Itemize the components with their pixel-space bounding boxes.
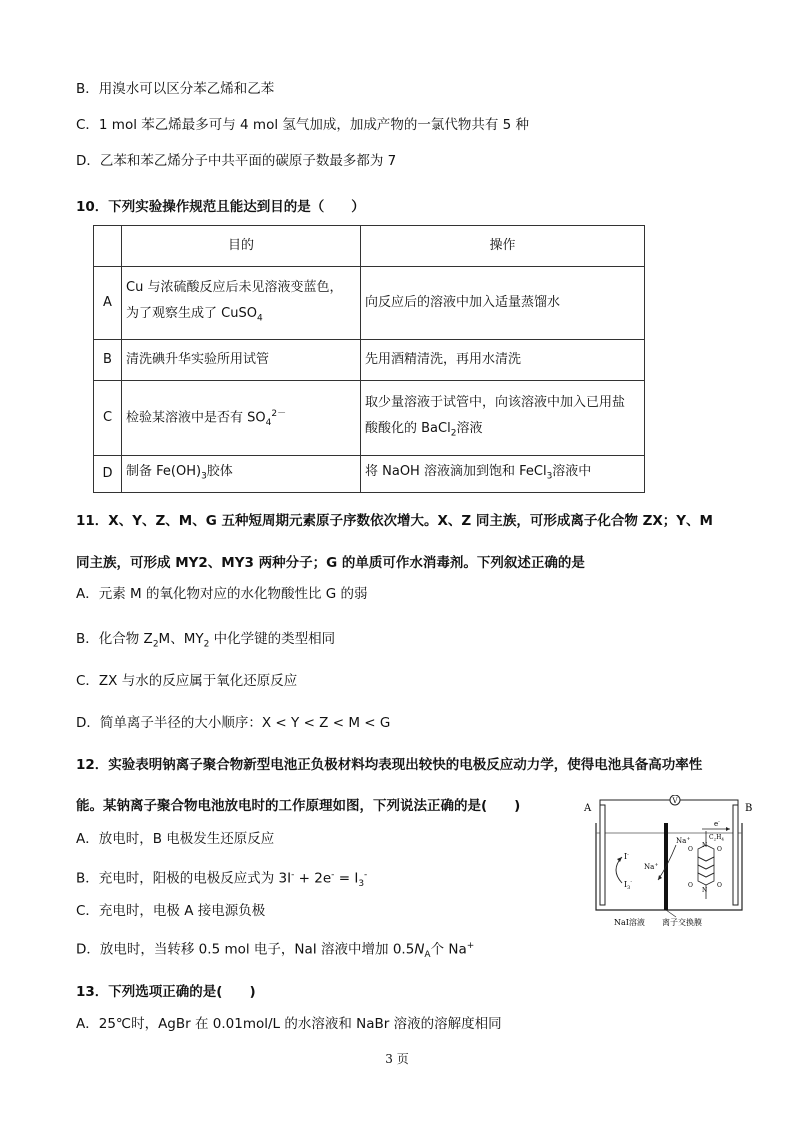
option-text: B．充电时，阳极的电极反应式为 3I — [76, 870, 292, 887]
superscript: 2－ — [271, 408, 287, 419]
oxygen-label: O — [688, 882, 693, 889]
oxygen-label: O — [717, 882, 722, 889]
purpose-line — [126, 301, 356, 332]
nitrogen-label: N — [702, 842, 708, 849]
question-11-stem-line1: 11．X、Y、Z、M、G 五种短周期元素原子序数依次增大。X、Z 同主族，可形成离子化合物 ZX；Y、M — [76, 513, 713, 529]
question-10-stem: 10．下列实验操作规范且能达到目的是（ ） — [76, 199, 365, 215]
operation-text: 将 NaOH 溶液滴加到饱和 FeCl — [365, 463, 547, 479]
table-corner-cell — [94, 226, 122, 267]
oxygen-label: O — [717, 846, 722, 853]
row-purpose — [122, 267, 361, 340]
page-number: 3 页 — [385, 1052, 409, 1066]
membrane-label: 离子交换膜 — [662, 918, 702, 927]
subscript: 4 — [256, 313, 263, 324]
battery-diagram — [580, 795, 760, 940]
question-10-table — [93, 225, 645, 493]
row-operation — [361, 381, 645, 456]
operation-text: 酸酸化的 BaCl — [365, 420, 451, 436]
table-row — [94, 381, 645, 456]
question-11-stem-line2: 同主族，可形成 MY2、MY3 两种分子；G 的单质可作水消毒剂。下列叙述正确的是 — [76, 555, 585, 571]
superscript: + — [466, 941, 475, 951]
operation-text: 溶液 — [456, 420, 483, 436]
q11-option-a: A．元素 M 的氧化物对应的水化物酸性比 G 的弱 — [76, 586, 368, 602]
label-pointer — [666, 910, 676, 917]
q12-option-c: C．充电时，电极 A 接电源负极 — [76, 903, 266, 919]
row-label: B — [94, 340, 122, 381]
q12-option-b — [76, 866, 367, 893]
header-purpose: 目的 — [122, 226, 361, 267]
question-12-stem-line1: 12．实验表明钠离子聚合物新型电池正负极材料均表现出较快的电极反应动力学，使得电池具备高功率性 — [76, 757, 703, 773]
iodide-label: I- — [624, 852, 629, 861]
electrode-a-label: A — [584, 803, 592, 814]
q11-option-d: D．简单离子半径的大小顺序：X < Y < Z < M < G — [76, 715, 391, 731]
subscript: 3 — [358, 879, 365, 890]
q9-option-c: C．1 mol 苯乙烯最多可与 4 mol 氢气加成，加成产物的一氯代物共有 5 种 — [76, 117, 530, 133]
row-purpose — [122, 381, 361, 456]
subscript: 3 — [201, 471, 207, 482]
table-header-row — [94, 226, 645, 267]
option-text: B．化合物 Z — [76, 631, 153, 647]
q11-option-b — [76, 630, 335, 654]
row-purpose — [122, 456, 361, 493]
option-text: M、MY — [158, 631, 204, 647]
row-label: A — [94, 267, 122, 340]
option-text: = I — [334, 870, 359, 887]
table-row — [94, 456, 645, 493]
q12-option-d — [76, 937, 474, 964]
voltmeter-label: V — [672, 797, 678, 805]
question-13-stem: 13．下列选项正确的是( ) — [76, 984, 256, 1000]
row-operation: 先用酒精清洗，再用水清洗 — [361, 340, 645, 381]
arc-arrow-icon — [617, 857, 622, 862]
option-text: + 2e — [294, 870, 332, 887]
operation-text: 溶液中 — [552, 463, 592, 479]
operation-line: 取少量溶液于试管中，向该溶液中加入已用盐 — [365, 394, 626, 410]
electrode-a — [600, 805, 605, 905]
subscript: A — [424, 950, 431, 961]
superscript: - — [331, 870, 335, 880]
row-operation: 向反应后的溶液中加入适量蒸馏水 — [361, 267, 645, 340]
q9-option-d: D．乙苯和苯乙烯分子中共平面的碳原子数最多都为 7 — [76, 153, 397, 169]
q9-option-b: B．用溴水可以区分苯乙烯和乙苯 — [76, 81, 275, 97]
polymer-sodium-label: Na+ — [676, 836, 691, 845]
option-text: D．放电时，当转移 0.5 mol 电子，NaI 溶液中增加 0.5 — [76, 941, 415, 958]
question-12-stem-line2: 能。某钠离子聚合物电池放电时的工作原理如图，下列说法正确的是( ) — [76, 798, 521, 814]
circuit-wire-right — [680, 800, 738, 805]
row-operation — [361, 456, 645, 493]
ethylene-label: $C_2H_4$ — [709, 834, 724, 842]
row-purpose: 清洗碘升华实验所用试管 — [122, 340, 361, 381]
q13-option-a: A．25℃时，AgBr 在 0.01mol/L 的水溶液和 NaBr 溶液的溶解度相同 — [76, 1016, 502, 1032]
subscript: 4 — [265, 417, 272, 428]
option-text: 个 Na — [430, 941, 467, 958]
electrode-b — [733, 805, 738, 905]
purpose-text: 胶体 — [206, 463, 233, 479]
nai-solution-label: NaI溶液 — [614, 918, 645, 927]
subscript: 2 — [450, 428, 457, 439]
electron-label: e- — [714, 819, 720, 828]
subscript: 2 — [152, 639, 159, 650]
table-row — [94, 340, 645, 381]
arrow-head-icon — [658, 875, 662, 880]
subscript: 3 — [546, 471, 553, 482]
purpose-text: 为了观察生成了 CuSO — [126, 305, 257, 321]
option-text: 中化学键的类型相同 — [209, 631, 336, 647]
triiodide-label: $I_3^-$ — [624, 879, 633, 891]
operation-line — [365, 416, 640, 447]
arrow-head-icon — [726, 827, 730, 831]
q11-option-c: C．ZX 与水的反应属于氧化还原反应 — [76, 673, 298, 689]
purpose-text: 制备 Fe(OH) — [126, 463, 202, 479]
row-label: C — [94, 381, 122, 456]
header-operation: 操作 — [361, 226, 645, 267]
table-row — [94, 267, 645, 340]
circuit-wire-left — [600, 800, 670, 805]
row-label: D — [94, 456, 122, 493]
sodium-ion-label: Na+ — [644, 862, 659, 871]
nitrogen-label: N — [702, 887, 708, 894]
oxygen-label: O — [688, 846, 693, 853]
q12-option-a: A．放电时，B 电极发生还原反应 — [76, 831, 275, 847]
subscript: 2 — [203, 639, 210, 650]
electrode-b-label: B — [745, 803, 753, 814]
avogadro-symbol: N — [414, 941, 425, 958]
superscript: - — [364, 870, 368, 880]
purpose-line: Cu 与浓硫酸反应后未见溶液变蓝色， — [126, 279, 343, 295]
superscript: - — [291, 870, 295, 880]
purpose-text: 检验某溶液中是否有 SO — [126, 409, 266, 425]
